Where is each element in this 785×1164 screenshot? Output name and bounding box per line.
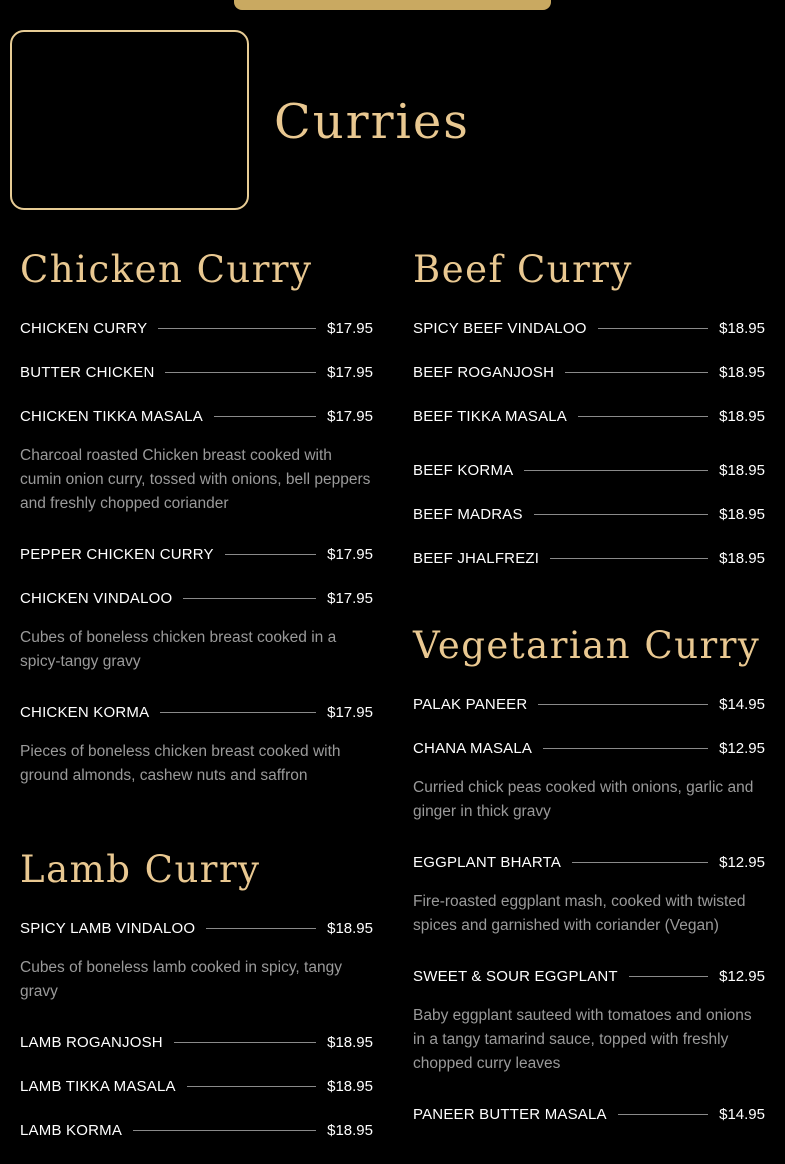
menu-item-butter-chicken[interactable]: [20, 362, 373, 382]
leader-line: [133, 1130, 316, 1131]
item-name: BEEF ROGANJOSH: [413, 363, 555, 381]
right-column: [413, 246, 765, 1148]
menu-item-lamb-tikka-masala[interactable]: [20, 1076, 373, 1096]
item-name: SPICY BEEF VINDALOO: [413, 319, 587, 337]
item-price: $18.95: [719, 319, 765, 337]
menu-item-beef-jhalfrezi[interactable]: [413, 548, 765, 568]
item-name: EGGPLANT BHARTA: [413, 853, 562, 871]
item-description: Baby eggplant sauteed with tomatoes and onions in a tangy tamarind sauce, topped with freshly chopped curry leaves: [413, 1007, 752, 1072]
item-name: CHICKEN TIKKA MASALA: [20, 407, 203, 425]
item-name: CHANA MASALA: [413, 739, 533, 757]
leader-line: [183, 598, 316, 599]
leader-line: [174, 1042, 316, 1043]
leader-line: [534, 514, 708, 515]
item-price: $14.95: [719, 695, 765, 713]
menu-item-pepper-chicken-curry[interactable]: [20, 544, 373, 564]
menu-item-beef-roganjosh[interactable]: [413, 362, 765, 382]
item-name: SPICY LAMB VINDALOO: [20, 919, 196, 937]
item-description: Curried chick peas cooked with onions, garlic and ginger in thick gravy: [413, 779, 754, 820]
page-title: Curries: [274, 94, 470, 150]
section-title-vegetarian: Vegetarian Curry: [413, 624, 761, 667]
item-name: BEEF KORMA: [413, 461, 514, 479]
item-name: PANEER BUTTER MASALA: [413, 1105, 607, 1123]
leader-line: [158, 328, 316, 329]
item-name: SWEET & SOUR EGGPLANT: [413, 967, 618, 985]
item-name: CHICKEN VINDALOO: [20, 589, 173, 607]
item-price: $18.95: [719, 505, 765, 523]
menu-item-chicken-vindaloo[interactable]: [20, 588, 373, 608]
menu-item-lamb-korma[interactable]: [20, 1120, 373, 1140]
item-price: $18.95: [327, 919, 373, 937]
section-title-lamb: Lamb Curry: [20, 848, 261, 891]
leader-line: [538, 704, 708, 705]
menu-item-beef-tikka-masala[interactable]: [413, 406, 765, 426]
leader-line: [225, 554, 316, 555]
leader-line: [618, 1114, 708, 1115]
leader-line: [214, 416, 316, 417]
section-gap: [413, 592, 765, 622]
item-price: $12.95: [719, 967, 765, 985]
item-name: BEEF TIKKA MASALA: [413, 407, 568, 425]
item-name: CHICKEN CURRY: [20, 319, 148, 337]
section-title-beef: Beef Curry: [413, 248, 633, 291]
menu-item-chicken-korma[interactable]: [20, 702, 373, 722]
item-name: BUTTER CHICKEN: [20, 363, 155, 381]
top-button[interactable]: [234, 0, 551, 10]
item-price: $12.95: [719, 739, 765, 757]
section-title-chicken: Chicken Curry: [20, 248, 313, 291]
menu-item-eggplant-bharta[interactable]: [413, 852, 765, 872]
item-description: Charcoal roasted Chicken breast cooked with cumin onion curry, tossed with onions, bell peppers and freshly chopped coriander: [20, 447, 371, 512]
item-price: $17.95: [327, 589, 373, 607]
item-price: $12.95: [719, 853, 765, 871]
item-price: $17.95: [327, 407, 373, 425]
item-description: Fire-roasted eggplant mash, cooked with twisted spices and garnished with coriander (Vegan): [413, 893, 746, 934]
item-price: $17.95: [327, 363, 373, 381]
menu-item-lamb-roganjosh[interactable]: [20, 1032, 373, 1052]
leader-line: [187, 1086, 316, 1087]
menu-item-palak-paneer[interactable]: [413, 694, 765, 714]
item-price: $17.95: [327, 545, 373, 563]
item-name: PEPPER CHICKEN CURRY: [20, 545, 214, 563]
leader-line: [565, 372, 708, 373]
menu-item-sweet-sour-eggplant[interactable]: [413, 966, 765, 986]
item-name: LAMB TIKKA MASALA: [20, 1077, 176, 1095]
item-price: $18.95: [719, 363, 765, 381]
category-image-frame: [10, 30, 249, 210]
item-price: $18.95: [719, 549, 765, 567]
menu-item-spicy-lamb-vindaloo[interactable]: [20, 918, 373, 938]
item-description: Pieces of boneless chicken breast cooked with ground almonds, cashew nuts and saffron: [20, 743, 341, 784]
item-price: $14.95: [719, 1105, 765, 1123]
leader-line: [598, 328, 709, 329]
leader-line: [572, 862, 708, 863]
leader-line: [165, 372, 316, 373]
item-price: $17.95: [327, 703, 373, 721]
item-name: LAMB ROGANJOSH: [20, 1033, 163, 1051]
item-price: $18.95: [719, 407, 765, 425]
menu-item-chana-masala[interactable]: [413, 738, 765, 758]
menu-item-chicken-tikka-masala[interactable]: [20, 406, 373, 426]
leader-line: [578, 416, 708, 417]
item-price: $17.95: [327, 319, 373, 337]
section-gap: [20, 816, 373, 846]
item-price: $18.95: [719, 461, 765, 479]
menu-item-beef-korma[interactable]: [413, 460, 765, 480]
menu-item-chicken-curry[interactable]: [20, 318, 373, 338]
leader-line: [524, 470, 708, 471]
item-price: $18.95: [327, 1121, 373, 1139]
leader-line: [550, 558, 708, 559]
item-name: BEEF MADRAS: [413, 505, 523, 523]
left-column: [20, 246, 373, 1164]
menu-item-spicy-beef-vindaloo[interactable]: [413, 318, 765, 338]
leader-line: [206, 928, 316, 929]
leader-line: [629, 976, 708, 977]
leader-line: [160, 712, 316, 713]
item-name: BEEF JHALFREZI: [413, 549, 540, 567]
item-name: LAMB KORMA: [20, 1121, 123, 1139]
menu-item-paneer-butter-masala[interactable]: [413, 1104, 765, 1124]
menu-item-beef-madras[interactable]: [413, 504, 765, 524]
leader-line: [543, 748, 708, 749]
item-description: Cubes of boneless lamb cooked in spicy, tangy gravy: [20, 959, 342, 1000]
item-price: $18.95: [327, 1077, 373, 1095]
item-price: $18.95: [327, 1033, 373, 1051]
item-name: PALAK PANEER: [413, 695, 528, 713]
item-description: Cubes of boneless chicken breast cooked in a spicy-tangy gravy: [20, 629, 337, 670]
item-name: CHICKEN KORMA: [20, 703, 150, 721]
